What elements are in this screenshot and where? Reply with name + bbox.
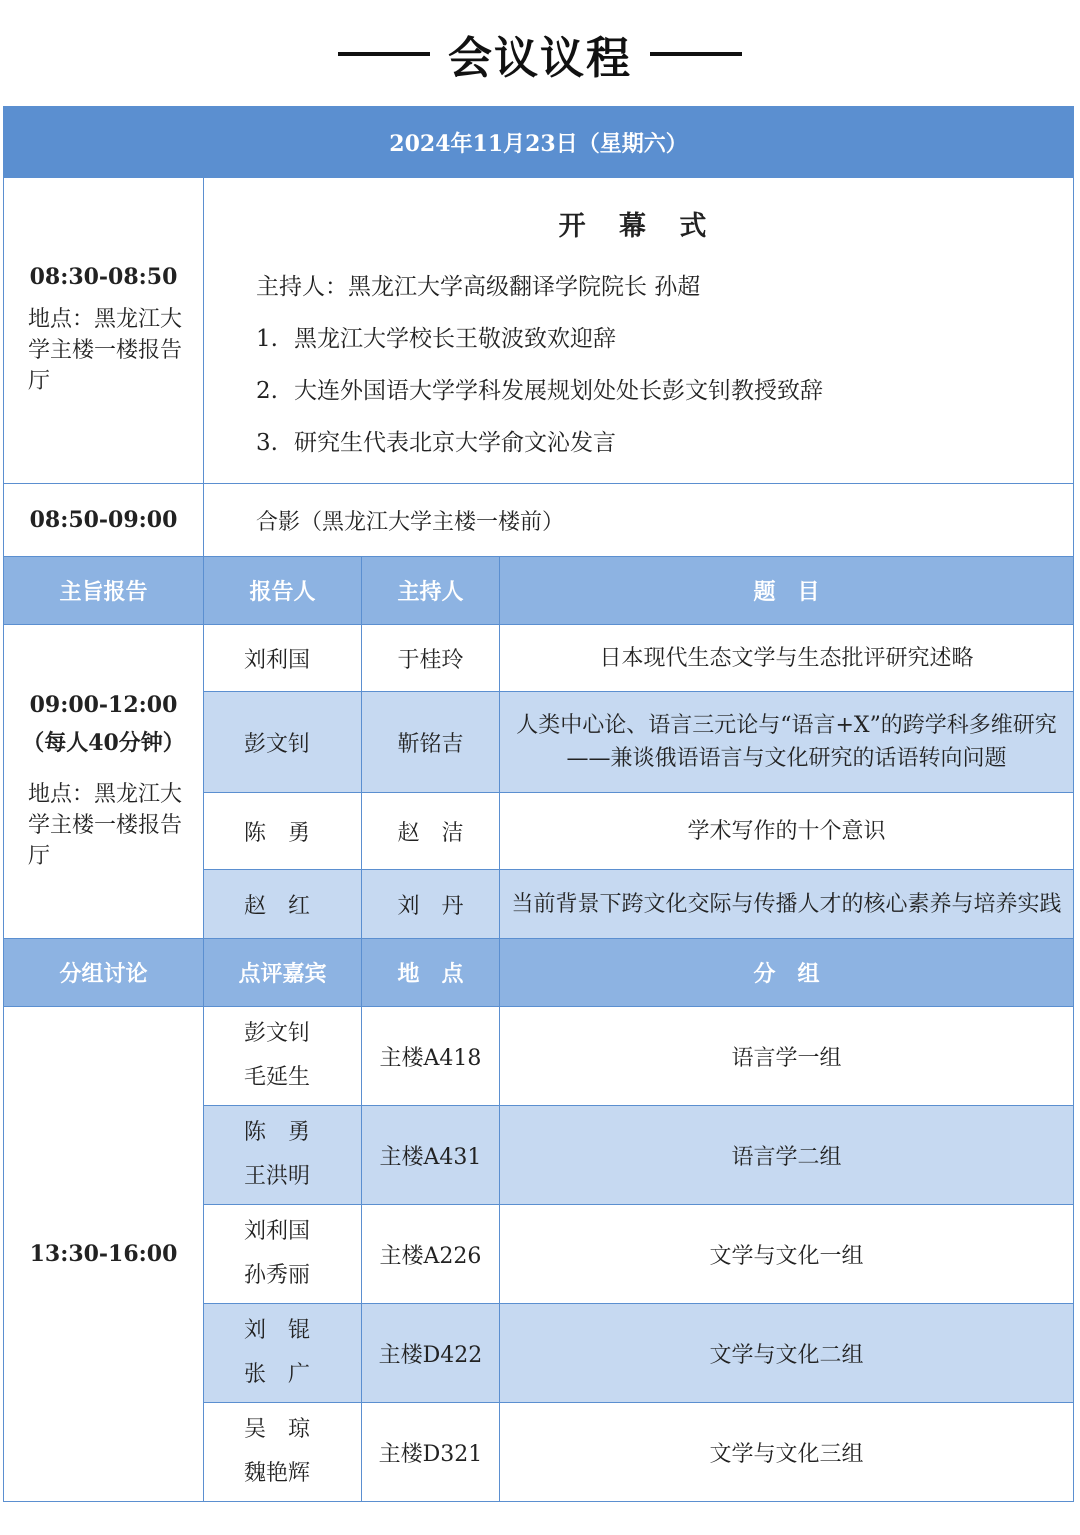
opening-host: 主持人：黑龙江大学高级翻译学院院长 孙超 bbox=[256, 274, 701, 300]
topic: 人类中心论、语言三元论与“语言+X”的跨学科多维研究——兼谈俄语语言与文化研究的话语转向问题 bbox=[500, 692, 1074, 793]
room: 主楼D422 bbox=[362, 1304, 500, 1403]
photo-row bbox=[4, 484, 1074, 557]
opening-content bbox=[204, 178, 1074, 484]
keynote-time: 09:00-12:00 bbox=[29, 691, 178, 718]
host: 赵 洁 bbox=[362, 793, 500, 870]
keynote-row bbox=[4, 625, 1074, 692]
keynote-header-row bbox=[4, 557, 1074, 625]
group-row bbox=[4, 1007, 1074, 1106]
keynote-header-speaker: 报告人 bbox=[204, 557, 362, 625]
title-left-rule bbox=[338, 52, 430, 56]
keynote-time-cell bbox=[4, 625, 204, 939]
keynote-header-host: 主持人 bbox=[362, 557, 500, 625]
host: 于桂玲 bbox=[362, 625, 500, 692]
group-header-room: 地 点 bbox=[362, 939, 500, 1007]
item-number: 3. bbox=[256, 430, 278, 456]
reviewer: 彭文钊 bbox=[244, 1021, 311, 1046]
item-text: 黑龙江大学校长王敬波致欢迎辞 bbox=[294, 326, 616, 352]
item-text: 大连外国语大学学科发展规划处处长彭文钊教授致辞 bbox=[294, 378, 823, 404]
room: 主楼A226 bbox=[362, 1205, 500, 1304]
keynote-duration: （每人40分钟） bbox=[22, 729, 185, 756]
group-name: 文学与文化一组 bbox=[500, 1205, 1074, 1304]
group-name: 文学与文化二组 bbox=[500, 1304, 1074, 1403]
topic: 当前背景下跨文化交际与传播人才的核心素养与培养实践 bbox=[500, 870, 1074, 939]
reviewer: 魏艳辉 bbox=[244, 1461, 311, 1486]
item-text: 研究生代表北京大学俞文沁发言 bbox=[294, 430, 616, 456]
opening-time-cell bbox=[4, 178, 204, 484]
opening-place: 地点：黑龙江大学主楼一楼报告厅 bbox=[28, 307, 183, 394]
room: 主楼A418 bbox=[362, 1007, 500, 1106]
reviewer: 刘利国 bbox=[244, 1219, 311, 1244]
photo-text: 合影（黑龙江大学主楼一楼前） bbox=[204, 484, 1074, 557]
keynote-place: 地点：黑龙江大学主楼一楼报告厅 bbox=[28, 781, 183, 869]
reviewer: 王洪明 bbox=[244, 1164, 311, 1189]
speaker: 刘利国 bbox=[204, 625, 362, 692]
item-number: 2. bbox=[256, 378, 278, 404]
reviewer: 吴 琼 bbox=[244, 1417, 311, 1442]
opening-row bbox=[4, 178, 1074, 484]
photo-time: 08:50-09:00 bbox=[4, 484, 204, 557]
opening-title: 开 幕 式 bbox=[558, 211, 719, 242]
reviewers bbox=[204, 1007, 362, 1106]
reviewer: 刘 锟 bbox=[244, 1318, 311, 1343]
group-name: 语言学二组 bbox=[500, 1106, 1074, 1205]
speaker: 彭文钊 bbox=[204, 692, 362, 793]
reviewers bbox=[204, 1205, 362, 1304]
opening-item bbox=[256, 365, 1073, 417]
keynote-header-topic: 题 目 bbox=[500, 557, 1074, 625]
reviewer: 陈 勇 bbox=[244, 1120, 311, 1145]
reviewer: 张 广 bbox=[244, 1362, 311, 1387]
group-header-group: 分 组 bbox=[500, 939, 1074, 1007]
reviewer: 毛延生 bbox=[244, 1065, 311, 1090]
group-header-session: 分组讨论 bbox=[4, 939, 204, 1007]
room: 主楼A431 bbox=[362, 1106, 500, 1205]
speaker: 赵 红 bbox=[204, 870, 362, 939]
keynote-header-session: 主旨报告 bbox=[4, 557, 204, 625]
agenda-table bbox=[3, 106, 1074, 1502]
group-header-guests: 点评嘉宾 bbox=[204, 939, 362, 1007]
topic: 日本现代生态文学与生态批评研究述略 bbox=[500, 625, 1074, 692]
topic: 学术写作的十个意识 bbox=[500, 793, 1074, 870]
date-label: 2024年11月23日（星期六） bbox=[4, 107, 1074, 178]
opening-item bbox=[256, 313, 1073, 365]
room: 主楼D321 bbox=[362, 1403, 500, 1502]
opening-time: 08:30-08:50 bbox=[29, 264, 178, 290]
group-header-row bbox=[4, 939, 1074, 1007]
host: 靳铭吉 bbox=[362, 692, 500, 793]
page-title: 会议议程 bbox=[448, 33, 632, 84]
reviewers bbox=[204, 1304, 362, 1403]
reviewer: 孙秀丽 bbox=[244, 1263, 311, 1288]
group-name: 文学与文化三组 bbox=[500, 1403, 1074, 1502]
item-number: 1. bbox=[256, 326, 278, 352]
group-name: 语言学一组 bbox=[500, 1007, 1074, 1106]
date-row bbox=[4, 107, 1074, 178]
speaker: 陈 勇 bbox=[204, 793, 362, 870]
page-title-block bbox=[0, 22, 1080, 86]
title-right-rule bbox=[650, 52, 742, 56]
reviewers bbox=[204, 1403, 362, 1502]
reviewers bbox=[204, 1106, 362, 1205]
host: 刘 丹 bbox=[362, 870, 500, 939]
opening-item bbox=[256, 417, 1073, 469]
group-time: 13:30-16:00 bbox=[4, 1007, 204, 1502]
